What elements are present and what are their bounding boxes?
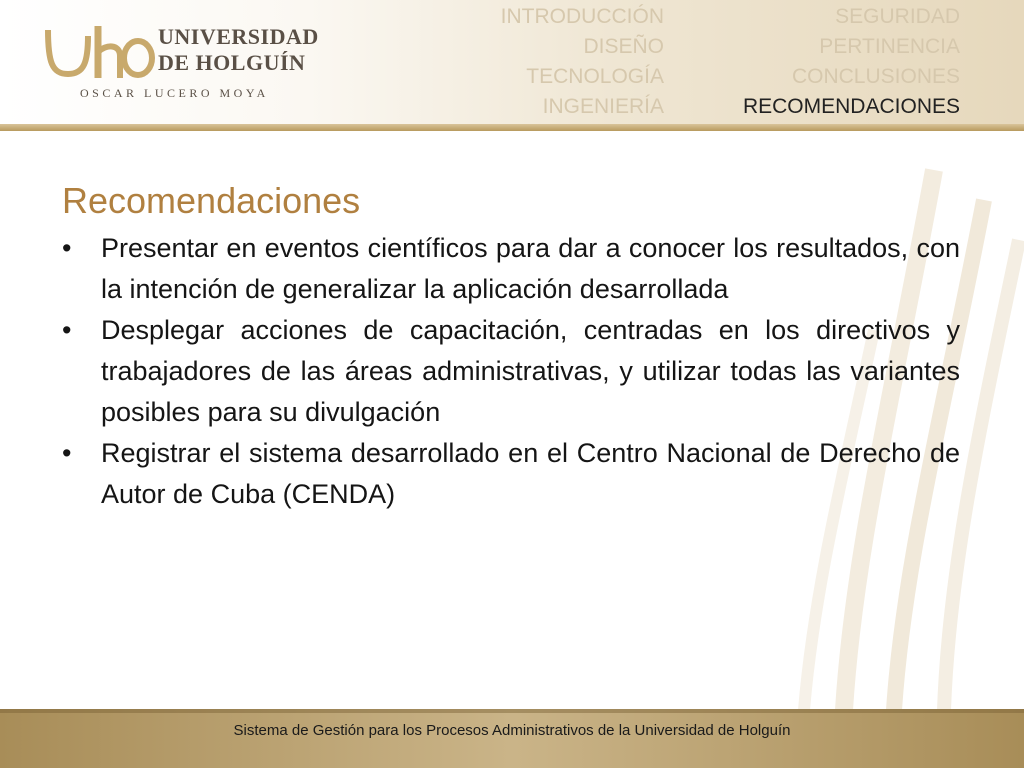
slide-content [62,180,960,515]
footer-shadow [0,709,1024,713]
nav-item-seguridad[interactable]: SEGURIDAD [835,5,960,28]
nav-menu-left [501,2,664,122]
logo-word-universidad: UNIVERSIDAD [158,24,319,49]
nav-item-diseno[interactable]: DISEÑO [583,35,664,58]
recommendation-item: • Desplegar acciones de capacitación, centradas en los directivos y trabajadores de las áreas administrativas, y utilizar todas las variantes posibles para su divulgación [62,310,960,433]
nav-item-conclusiones[interactable]: CONCLUSIONES [791,65,960,88]
recommendation-item: • Presentar en eventos científicos para dar a conocer los resultados, con la intención de generalizar la aplicación desarrollada [62,228,960,310]
recommendation-item: • Registrar el sistema desarrollado en el Centro Nacional de Derecho de Autor de Cuba (CENDA) [62,433,960,515]
uho-logo-icon [40,22,155,82]
nav-menu-right [743,2,960,122]
slide-title: Recomendaciones [62,180,361,221]
nav-item-ingenieria[interactable]: INGENIERÍA [542,95,664,118]
header [0,0,1024,126]
university-logo [40,22,340,104]
footer-text: Sistema de Gestión para los Procesos Administrativos de la Universidad de Holguín [233,722,791,739]
nav-item-introduccion[interactable]: INTRODUCCIÓN [500,5,664,28]
logo-word-holguin: DE HOLGUÍN [158,50,306,75]
logo-subtitle: OSCAR LUCERO MOYA [80,86,269,100]
nav-item-pertinencia[interactable]: PERTINENCIA [819,35,960,58]
recommendations-list [62,228,960,515]
nav-item-tecnologia[interactable]: TECNOLOGÍA [526,65,664,88]
nav-item-recomendaciones[interactable]: RECOMENDACIONES [742,95,960,118]
